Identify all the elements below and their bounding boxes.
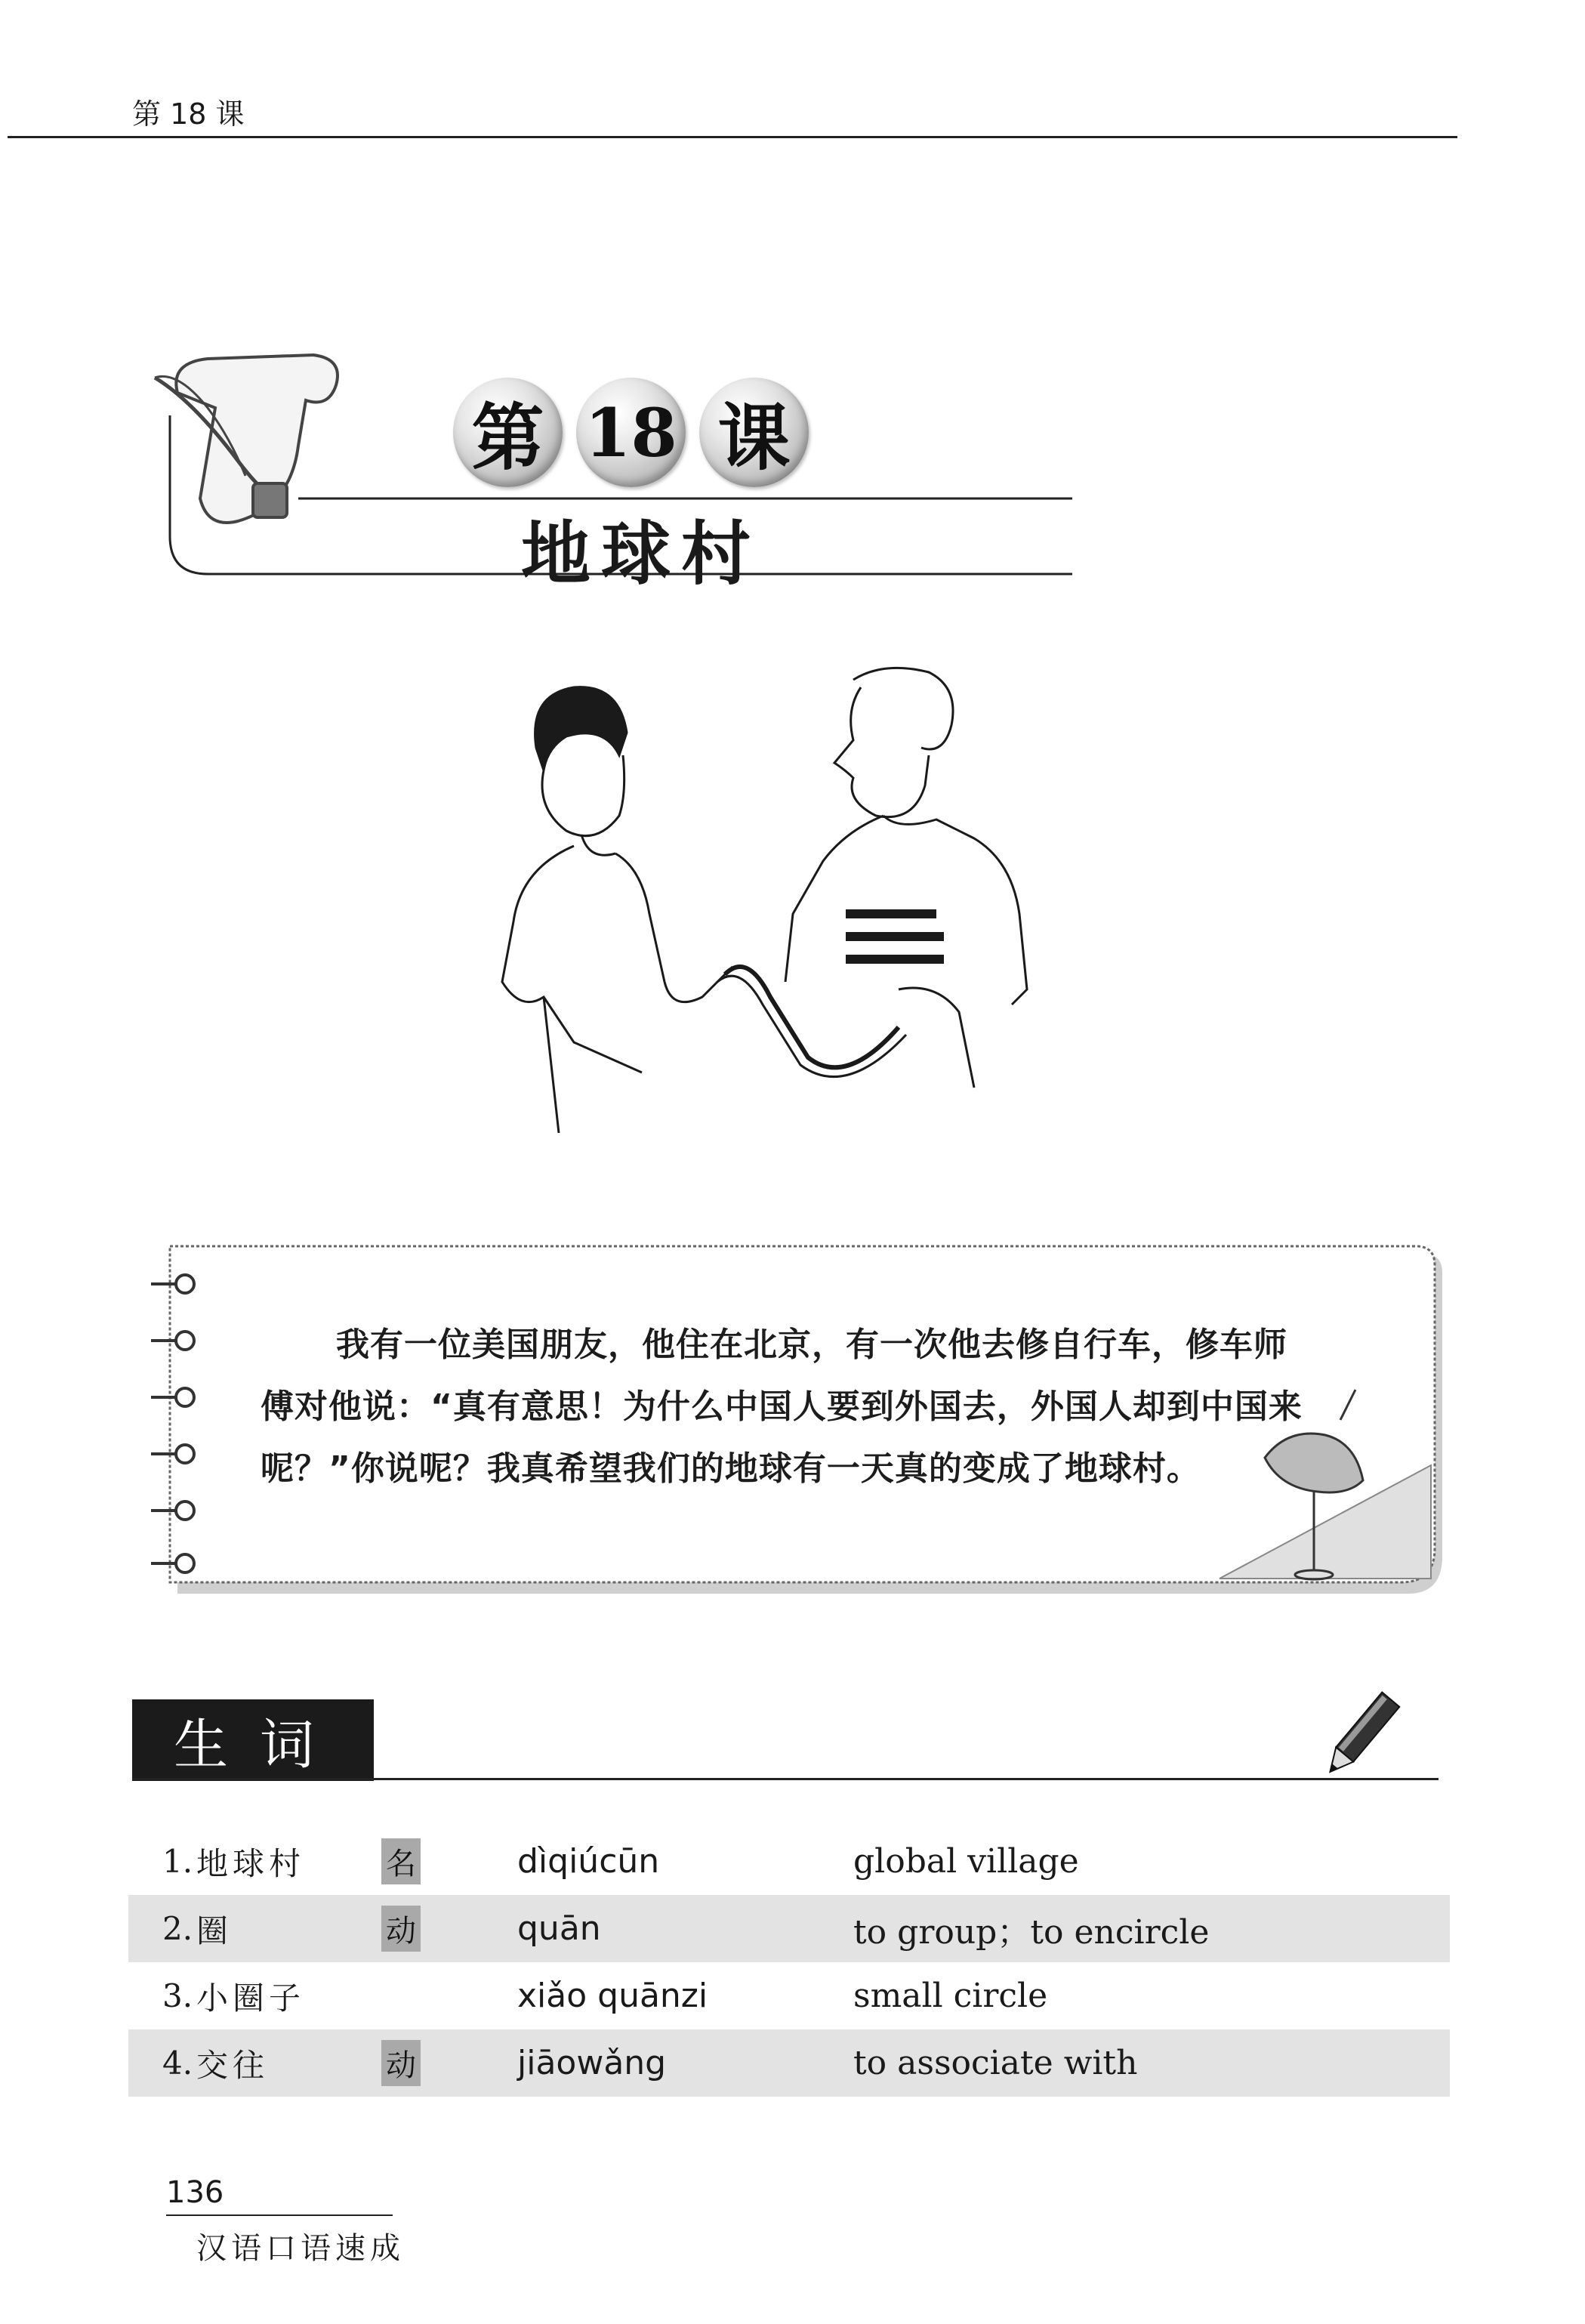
vocab-heading: 生词 [132, 1699, 374, 1781]
page-number: 136 [166, 2175, 224, 2210]
part-of-speech-tag: 名 [381, 1838, 421, 1884]
vocab-word: 圈 [196, 1912, 233, 1949]
lesson-badge: 课 [699, 378, 809, 487]
vocab-pinyin: quān [517, 1909, 601, 1948]
lesson-number-badges [453, 378, 809, 491]
vocab-word: 小圈子 [196, 1979, 306, 2017]
vocab-rule [132, 1778, 1439, 1780]
part-of-speech-tag: 动 [381, 2040, 421, 2086]
lesson-badge: 18 [576, 378, 686, 487]
vocab-number: 1. [162, 1843, 193, 1880]
illustration-two-men-bicycle [491, 665, 1095, 1156]
vocab-pinyin: jiāowǎng [517, 2044, 667, 2082]
note-text: 我有一位美国朋友，他住在北京，有一次他去修自行车，修车师傅对他说：“真有意思！为什么中国人要到外国去，外国人却到中国来呢？”你说呢？我真希望我们的地球有一天真的变成了地球村。 [261, 1326, 1303, 1488]
part-of-speech-tag: 动 [381, 1906, 421, 1952]
vocab-english: to group；to encircle [853, 1912, 1210, 1952]
running-header: 第 18 课 [132, 97, 245, 131]
vocab-word: 交往 [196, 2046, 270, 2084]
lesson-title: 地球村 [521, 514, 762, 594]
vocab-pinyin: xiǎo quānzi [517, 1977, 708, 2015]
vocab-number: 4. [162, 2045, 193, 2082]
footer-rule [166, 2214, 393, 2216]
vocab-english: small circle [853, 1977, 1048, 2015]
vocab-number: 3. [162, 1977, 193, 2014]
vocab-number: 2. [162, 1910, 193, 1947]
vocab-row [128, 1962, 1450, 2029]
vocab-table [128, 1828, 1450, 2097]
lesson-badge: 第 [453, 378, 563, 487]
header-rule [8, 136, 1457, 138]
vocab-row [128, 1895, 1450, 1962]
vocab-english: global village [853, 1842, 1079, 1881]
vocab-english: to associate with [853, 2044, 1138, 2082]
pencil-icon [1314, 1688, 1405, 1786]
vocab-pinyin: dìqiúcūn [517, 1842, 660, 1881]
vocab-row [128, 2029, 1450, 2097]
vocab-word: 地球村 [196, 1844, 306, 1882]
vocab-row [128, 1828, 1450, 1895]
book-title: 汉语口语速成 [196, 2231, 405, 2266]
